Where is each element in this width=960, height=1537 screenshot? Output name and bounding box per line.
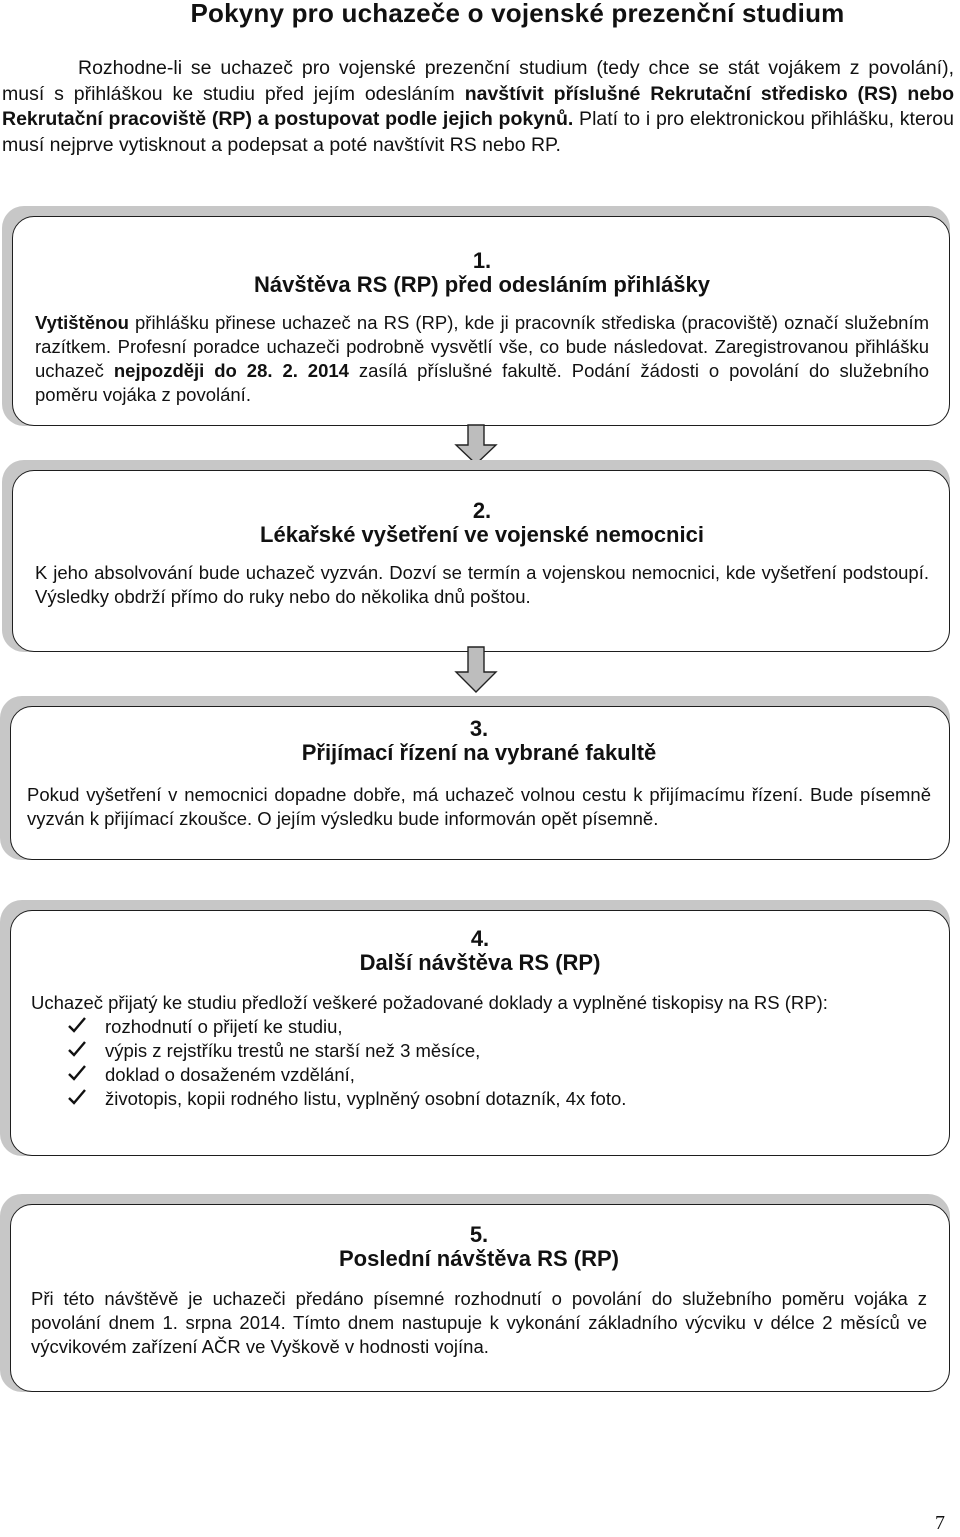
step-1-heading: Návštěva RS (RP) před odesláním přihlášky (253, 272, 711, 297)
checkmark-icon (67, 1039, 87, 1059)
step-1-box (2, 206, 950, 426)
step-2-number: 2. (472, 498, 492, 523)
intro-text-1: Rozhodne-li se uchazeč pro vojenské prezenční studium (tedy chce se stát vojákem z povolání), musí s přihláškou ke studiu před jejím odesláním (2, 57, 954, 105)
step-3-box (0, 696, 950, 860)
checklist-item (31, 1039, 929, 1063)
checklist-item-text: rozhodnutí o přijetí ke studiu, (105, 1016, 343, 1037)
step-2-heading: Lékařské vyšetření ve vojenské nemocnici (260, 522, 704, 547)
step-2-box (2, 460, 950, 652)
step-1-text-2: zasílá příslušné fakultě. Podání žádosti o povolání do služebního poměru vojáka z povolání. (35, 360, 930, 405)
checklist-item (31, 1063, 929, 1087)
step-5-content (10, 1204, 950, 1392)
checklist-item-text: životopis, kopii rodného listu, vyplněný osobní dotazník, 4x foto. (105, 1088, 627, 1109)
checkmark-icon (67, 1087, 87, 1107)
checklist-item (31, 1087, 929, 1111)
intro-bold: navštívit příslušné Rekrutační středisko (RS) nebo Rekrutační pracoviště (RP) a postupovat podle jejich pokynů. (2, 82, 955, 130)
step-1-text-1: přihlášku přinese uchazeč na RS (RP), kde ji pracovník střediska (pracoviště) označí služebním razítkem. Profesní poradce uchazeči podrobně vysvětlí vše, co bude následovat. Zaregistrovanou přihlášku uchazeč (35, 312, 929, 381)
step-4-content (10, 910, 950, 1156)
page-number: 7 (935, 1512, 945, 1534)
checkmark-icon (67, 1063, 87, 1083)
intro-text-2: Platí to i pro elektronickou přihlášku, kterou musí nejprve vytisknout a podepsat a poté navštívit RS nebo RP. (2, 108, 954, 156)
step-3-heading: Přijímací řízení na vybrané fakultě (301, 740, 657, 765)
step-1-content (12, 216, 950, 426)
down-arrow-icon (446, 646, 506, 694)
step-1-bold-1: Vytištěnou (35, 312, 129, 333)
checklist-item (31, 1015, 929, 1039)
checklist-item-text: doklad o dosaženém vzdělání, (105, 1064, 355, 1085)
step-3-content (10, 706, 950, 860)
intro-paragraph (2, 56, 954, 158)
step-1-number: 1. (472, 248, 492, 273)
step-1-bold-2: nejpozději do 28. 2. 2014 (113, 360, 349, 381)
document-checklist (31, 1015, 929, 1111)
step-2-content (12, 470, 950, 652)
step-5-number: 5. (469, 1222, 489, 1247)
step-2-text: K jeho absolvování bude uchazeč vyzván. Dozví se termín a vojenskou nemocnici, kde vyšetření podstoupí. Výsledky obdrží přímo do ruky nebo do několika dnů poštou. (35, 562, 929, 607)
checklist-item-text: výpis z rejstříku trestů ne starší než 3 měsíce, (105, 1040, 481, 1061)
step-4-heading: Další návštěva RS (RP) (359, 950, 601, 975)
checkmark-icon (67, 1015, 87, 1035)
step-5-heading: Poslední návštěva RS (RP) (339, 1246, 619, 1271)
page-title: Pokyny pro uchazeče o vojenské prezenční studium (190, 0, 845, 28)
step-1-text (35, 311, 929, 407)
step-4-box (0, 900, 950, 1156)
step-4-text: Uchazeč přijatý ke studiu předloží veškeré požadované doklady a vyplněné tiskopisy na RS (RP): (31, 992, 828, 1013)
step-3-text: Pokud vyšetření v nemocnici dopadne dobře, má uchazeč volnou cestu k přijímacímu řízení. Bude písemně vyzván k přijímací zkoušce. O jejím výsledku bude informován opět písemně. (27, 784, 931, 829)
step-5-box (0, 1194, 950, 1392)
step-4-number: 4. (470, 926, 490, 951)
step-5-text: Při této návštěvě je uchazeči předáno písemné rozhodnutí o povolání do služebního poměru vojáka z povolání dnem 1. srpna 2014. Tímto dnem nastupuje k vykonání základního výcviku v délce 2 měsíců ve výcvikovém zařízení AČR ve Vyškově v hodnosti vojína. (31, 1288, 927, 1357)
step-3-number: 3. (469, 716, 489, 741)
